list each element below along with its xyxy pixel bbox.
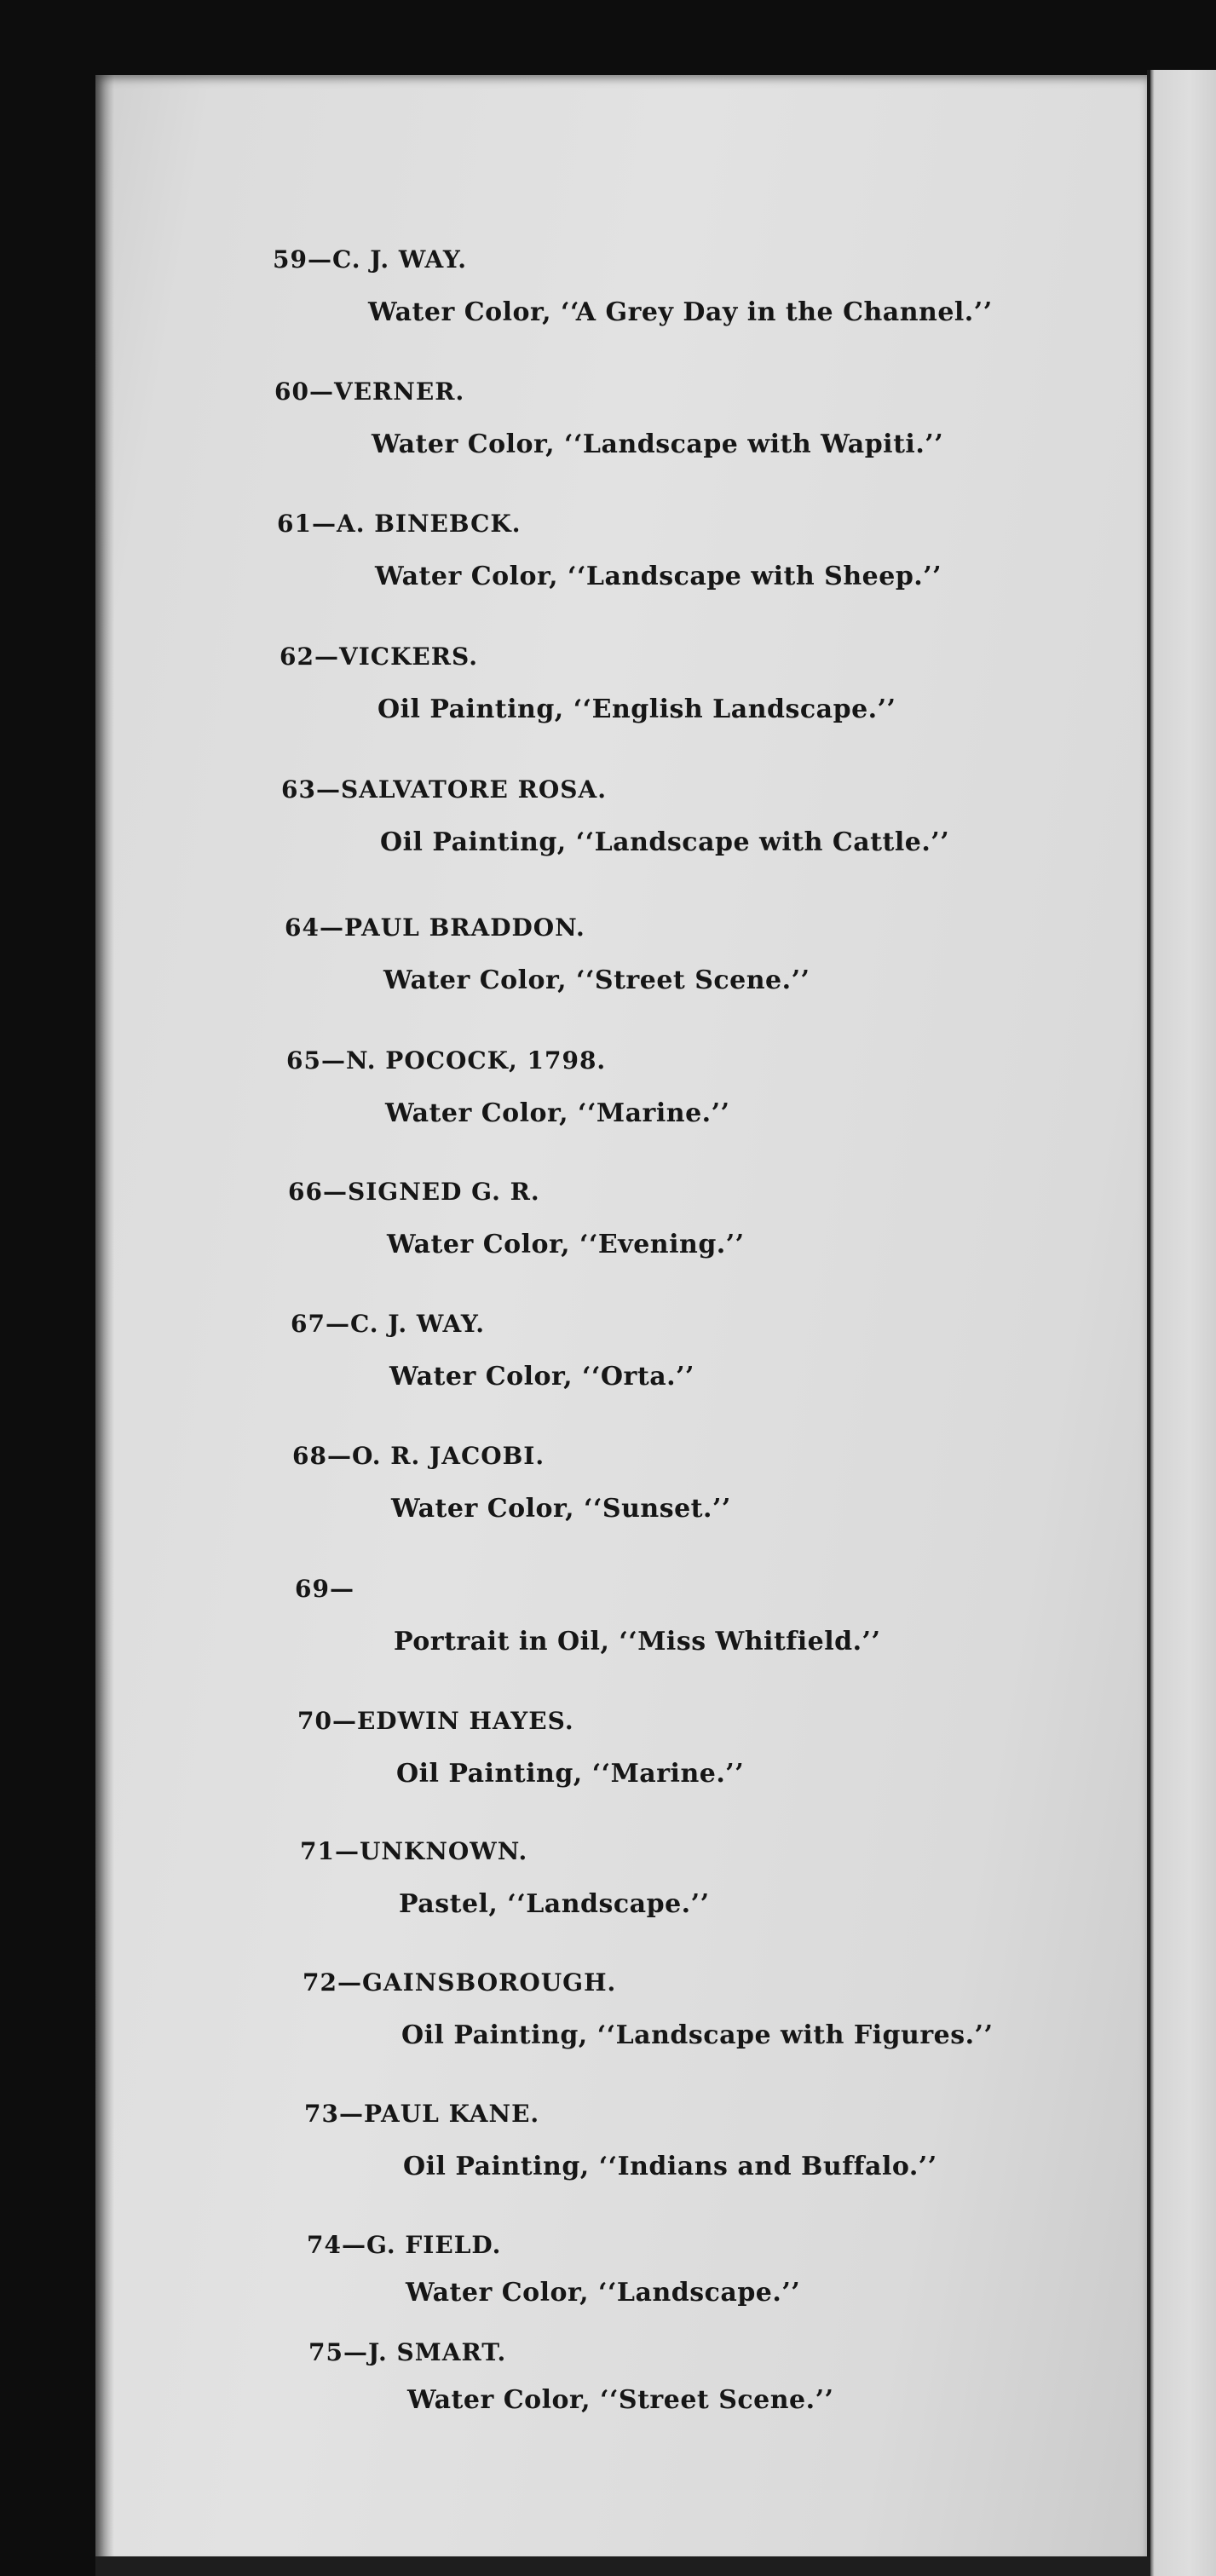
- entry-artist: N. POCOCK, 1798.: [345, 1046, 607, 1075]
- catalog-entry-74: [307, 2231, 800, 2308]
- entry-description: Oil Painting, ‘‘Indians and Buffalo.’’: [403, 2152, 937, 2181]
- catalog-entry-73: [304, 2100, 937, 2181]
- entry-heading: 64—PAUL BRADDON.: [285, 913, 585, 942]
- entry-artist: EDWIN HAYES.: [356, 1707, 574, 1735]
- entry-number: 62: [280, 643, 314, 671]
- entry-description: Water Color, ‘‘Marine.’’: [385, 1098, 730, 1128]
- entry-description: Oil Painting, ‘‘Landscape with Figures.’’: [401, 2020, 994, 2050]
- entry-heading: 70—EDWIN HAYES.: [297, 1707, 574, 1735]
- entry-description: Water Color, ‘‘Street Scene.’’: [407, 2385, 834, 2415]
- catalog-entry-59: [273, 245, 993, 327]
- catalog-entry-72: [303, 1968, 993, 2050]
- entry-number: 73: [304, 2100, 339, 2128]
- entry-artist: SALVATORE ROSA.: [340, 775, 607, 804]
- entry-artist: C. J. WAY.: [349, 1310, 485, 1338]
- entry-description: Water Color, ‘‘Evening.’’: [387, 1230, 745, 1259]
- entry-description: Water Color, ‘‘Landscape with Wapiti.’’: [372, 429, 944, 459]
- entry-number: 67: [291, 1310, 326, 1338]
- entry-artist: SIGNED G. R.: [347, 1178, 540, 1206]
- catalog-entry-68: [292, 1442, 731, 1524]
- entry-artist: GAINSBOROUGH.: [361, 1968, 617, 1997]
- entry-description: Water Color, ‘‘Landscape.’’: [406, 2278, 801, 2308]
- entry-number: 61: [277, 510, 312, 538]
- entry-number: 72: [303, 1968, 337, 1997]
- entry-number: 59: [273, 245, 308, 274]
- entry-artist: C. J. WAY.: [331, 245, 467, 274]
- entry-description: Water Color, ‘‘Street Scene.’’: [383, 965, 810, 995]
- entry-number: 75: [308, 2338, 343, 2366]
- entry-description: Oil Painting, ‘‘Marine.’’: [396, 1759, 745, 1789]
- catalog-page: [95, 75, 1148, 2563]
- entry-heading: 65—N. POCOCK, 1798.: [286, 1046, 607, 1075]
- adjacent-page-edge: [1150, 70, 1216, 2576]
- entry-heading: 72—GAINSBOROUGH.: [303, 1968, 617, 1997]
- entry-artist: G. FIELD.: [366, 2231, 502, 2259]
- entry-artist: VERNER.: [333, 377, 465, 406]
- entry-heading: 62—VICKERS.: [280, 643, 478, 671]
- entry-description: Oil Painting, ‘‘English Landscape.’’: [377, 694, 896, 724]
- entry-description: Water Color, ‘‘Landscape with Sheep.’’: [375, 562, 942, 591]
- entry-artist: J. SMART.: [367, 2338, 507, 2366]
- page-gutter-shadow: [95, 75, 114, 2563]
- entry-heading: 69—: [295, 1575, 354, 1603]
- entry-heading: 75—J. SMART.: [308, 2338, 507, 2366]
- catalog-entry-67: [291, 1310, 694, 1392]
- entry-artist: VICKERS.: [338, 643, 478, 671]
- entry-number: 66: [288, 1178, 323, 1206]
- entry-artist: O. R. JACOBI.: [351, 1442, 545, 1470]
- entry-heading: 68—O. R. JACOBI.: [292, 1442, 545, 1470]
- catalog-entry-65: [286, 1046, 730, 1128]
- catalog-entry-63: [281, 775, 949, 857]
- catalog-entry-61: [277, 510, 942, 591]
- entry-number: 60: [274, 377, 309, 406]
- entry-heading: 61—A. BINEBCK.: [277, 510, 522, 538]
- entry-heading: 60—VERNER.: [274, 377, 465, 406]
- entry-number: 65: [286, 1046, 321, 1075]
- entry-number: 68: [292, 1442, 327, 1470]
- catalog-entry-75: [308, 2338, 833, 2415]
- entry-artist: UNKNOWN.: [359, 1837, 528, 1865]
- catalog-entry-62: [280, 643, 896, 724]
- entry-artist: PAUL KANE.: [363, 2100, 540, 2128]
- entry-heading: 71—UNKNOWN.: [300, 1837, 528, 1865]
- catalog-entry-69: [295, 1575, 880, 1657]
- catalog-entry-60: [274, 377, 943, 459]
- entry-number: 63: [281, 775, 316, 804]
- entry-heading: 74—G. FIELD.: [307, 2231, 502, 2259]
- entry-number: 69: [295, 1575, 330, 1603]
- entry-description: Pastel, ‘‘Landscape.’’: [399, 1889, 710, 1919]
- entry-heading: 66—SIGNED G. R.: [288, 1178, 540, 1206]
- entry-heading: 59—C. J. WAY.: [273, 245, 467, 274]
- catalog-entry-70: [297, 1707, 744, 1789]
- entry-number: 71: [300, 1837, 335, 1865]
- entry-artist: A. BINEBCK.: [336, 510, 522, 538]
- entry-description: Water Color, ‘‘Sunset.’’: [391, 1494, 731, 1524]
- entry-description: Water Color, ‘‘A Grey Day in the Channel.’’: [368, 297, 993, 327]
- entry-number: 74: [307, 2231, 342, 2259]
- entry-number: 70: [297, 1707, 332, 1735]
- entry-description: Portrait in Oil, ‘‘Miss Whitfield.’’: [394, 1627, 881, 1657]
- entry-description: Water Color, ‘‘Orta.’’: [389, 1362, 694, 1392]
- entry-number: 64: [285, 913, 320, 942]
- catalog-entry-64: [285, 913, 810, 995]
- entry-heading: 67—C. J. WAY.: [291, 1310, 485, 1338]
- entry-artist: PAUL BRADDON.: [343, 913, 585, 942]
- entry-description: Oil Painting, ‘‘Landscape with Cattle.’’: [380, 827, 950, 857]
- entry-heading: 63—SALVATORE ROSA.: [281, 775, 607, 804]
- entry-heading: 73—PAUL KANE.: [304, 2100, 540, 2128]
- page-bottom-shadow: [95, 2556, 1150, 2576]
- catalog-entry-66: [288, 1178, 745, 1259]
- catalog-entry-71: [300, 1837, 710, 1919]
